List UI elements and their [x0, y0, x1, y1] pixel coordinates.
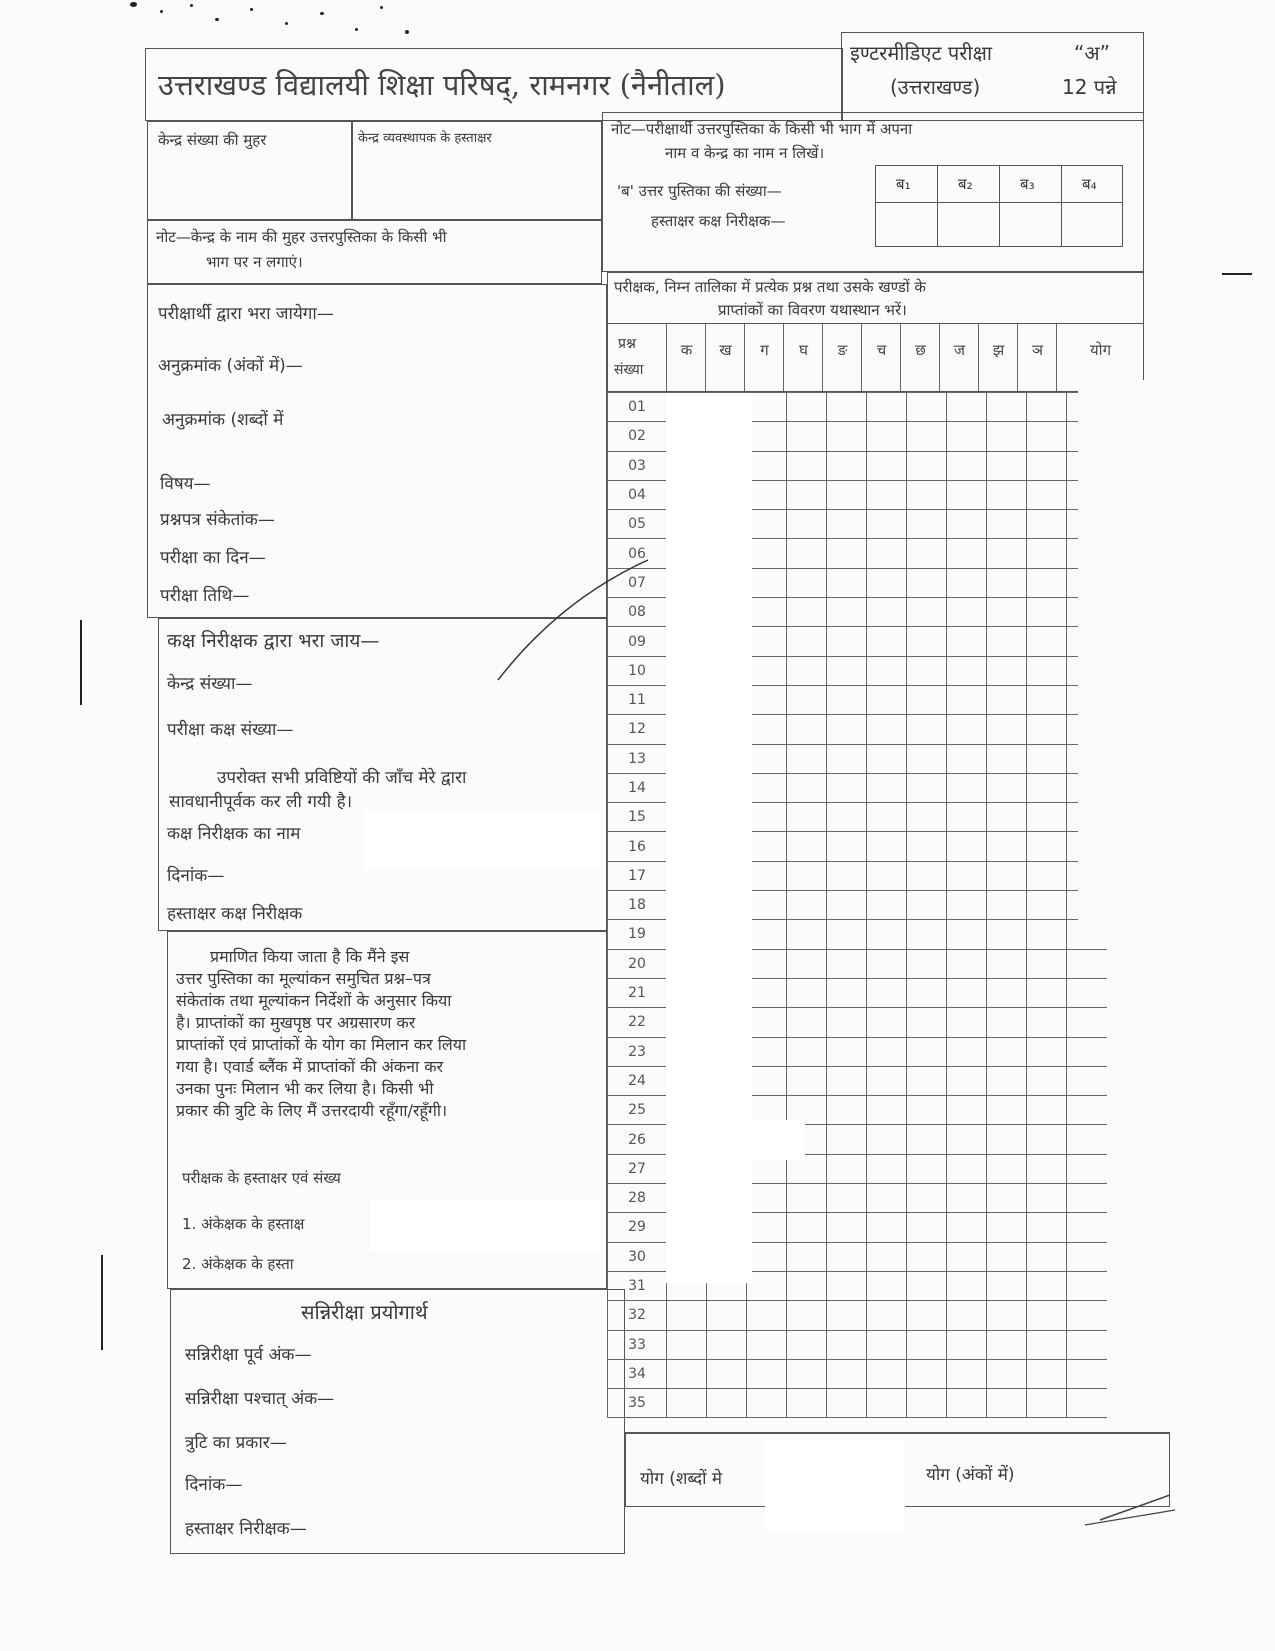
board-title: उत्तराखण्ड विद्यालयी शिक्षा परिषद्, रामनगर (नैनीताल): [158, 68, 726, 102]
certificate-line: प्रमाणित किया जाता है कि मैंने इस: [210, 947, 410, 966]
col-header: ज: [939, 324, 979, 391]
scrutiny-after-field: सन्निरीक्षा पश्चात् अंक—: [185, 1389, 335, 1409]
centre-seal-label: केन्द्र संख्या की मुहर: [158, 131, 267, 149]
question-number: 08: [608, 598, 667, 627]
question-number: 05: [608, 510, 667, 539]
page-count: 12 पन्ने: [1062, 75, 1117, 99]
subject-field: विषय—: [160, 474, 211, 494]
checker1-field: 1. अंकेक्षक के हस्ताक्ष: [182, 1215, 305, 1233]
question-number: 31: [608, 1271, 667, 1300]
question-number: 34: [608, 1359, 667, 1388]
question-number: 20: [608, 949, 667, 978]
question-number: 19: [608, 920, 667, 949]
col-header: क: [666, 324, 706, 391]
candidate-note-line1: नोट—परीक्षार्थी उत्तरपुस्तिका के किसी भी भाग में अपना: [611, 120, 913, 138]
examiner-sign-field: परीक्षक के हस्ताक्षर एवं संख्य: [182, 1169, 341, 1187]
scrutiny-signature-field: हस्ताक्षर निरीक्षक—: [185, 1519, 307, 1539]
question-number: 11: [608, 685, 667, 714]
checker2-field: 2. अंकेक्षक के हस्ता: [182, 1255, 294, 1273]
col-header: ग: [744, 324, 784, 391]
declaration-line1: उपरोक्त सभी प्रविष्टियों की जाँच मेरे द्वारा: [217, 768, 467, 788]
certificate-line: संकेतांक तथा मूल्यांकन निर्देशों के अनुसार किया: [176, 991, 452, 1010]
question-number: 09: [608, 627, 667, 656]
booklet-count-label: 'ब' उत्तर पुस्तिका की संख्या—: [617, 182, 782, 200]
exam-state: (उत्तराखण्ड): [890, 75, 981, 99]
question-number: 28: [608, 1184, 667, 1213]
seal-note-line2: भाग पर न लगाएं।: [206, 253, 303, 271]
col-header: छ: [900, 324, 940, 391]
col-header: च: [861, 324, 901, 391]
certificate-line: प्रकार की त्रुटि के लिए मैं उत्तरदायी रहूँगा/रहूँगी।: [176, 1101, 448, 1120]
invigilator-name-field: कक्ष निरीक्षक का नाम: [167, 824, 301, 844]
col-header: ख: [705, 324, 745, 391]
question-number: 23: [608, 1037, 667, 1066]
question-number: 13: [608, 744, 667, 773]
question-number: 06: [608, 539, 667, 568]
invigilator-date-field: दिनांक—: [167, 866, 225, 886]
roll-number-words: अनुक्रमांक (शब्दों में: [162, 410, 284, 430]
question-number: 18: [608, 891, 667, 920]
certificate-line: उनका पुनः मिलान भी कर लिया है। किसी भी: [176, 1079, 434, 1098]
question-number: 29: [608, 1213, 667, 1242]
invigilator-heading: कक्ष निरीक्षक द्वारा भरा जाय—: [167, 630, 380, 652]
centre-head-signature-label: केन्द्र व्यवस्थापक के हस्ताक्षर: [358, 131, 492, 146]
certificate-line: है। प्राप्तांकों का मुखपृष्ठ पर अग्रसारण कर: [176, 1013, 416, 1032]
total-digits-label: योग (अंकों में): [926, 1465, 1015, 1485]
question-number: 17: [608, 861, 667, 890]
col-header: झ: [978, 324, 1018, 391]
question-number: 16: [608, 832, 667, 861]
declaration-line2: सावधानीपूर्वक कर ली गयी है।: [169, 792, 353, 812]
total-words-label: योग (शब्दों मे: [640, 1469, 723, 1489]
marks-instruction-line1: परीक्षक, निम्न तालिका में प्रत्येक प्रश्न तथा उसके खण्डों के: [614, 278, 926, 296]
error-type-field: त्रुटि का प्रकार—: [185, 1433, 287, 1453]
exam-date-field: परीक्षा तिथि—: [160, 586, 250, 606]
candidate-note-line2: नाम व केन्द्र का नाम न लिखें।: [665, 144, 825, 162]
exam-name: इण्टरमीडिएट परीक्षा: [850, 41, 993, 65]
seal-note-line1: नोट—केन्द्र के नाम की मुहर उत्तरपुस्तिका के किसी भी: [156, 228, 447, 246]
col-header: ङ: [822, 324, 862, 391]
question-number: 21: [608, 978, 667, 1007]
question-number: 25: [608, 1096, 667, 1125]
question-number: 10: [608, 656, 667, 685]
question-number: 30: [608, 1242, 667, 1271]
question-number: 07: [608, 568, 667, 597]
question-number: 24: [608, 1066, 667, 1095]
col-header: घ: [783, 324, 823, 391]
question-number: 04: [608, 480, 667, 509]
certificate-line: गया है। एवार्ड ब्लैंक में प्राप्तांकों की अंकना कर: [176, 1057, 444, 1076]
question-number: 12: [608, 715, 667, 744]
exam-day-field: परीक्षा का दिन—: [160, 548, 266, 568]
roll-number-digits: अनुक्रमांक (अंकों में)—: [158, 356, 303, 376]
question-number: 27: [608, 1154, 667, 1183]
question-number: 35: [608, 1389, 667, 1418]
question-number: 32: [608, 1301, 667, 1330]
question-number: 14: [608, 773, 667, 802]
paper-code-field: प्रश्नपत्र संकेतांक—: [160, 510, 275, 530]
scrutiny-heading: सन्निरीक्षा प्रयोगार्थ: [301, 1300, 428, 1324]
room-number-field: परीक्षा कक्ष संख्या—: [167, 720, 294, 740]
question-number: 02: [608, 422, 667, 451]
question-number: 03: [608, 451, 667, 480]
b4-label: ब₄: [1082, 175, 1097, 193]
question-header-2: संख्या: [614, 362, 644, 378]
total-header: योग: [1056, 324, 1144, 391]
col-header: ञ: [1017, 324, 1057, 391]
question-number: 01: [608, 393, 667, 422]
question-number: 26: [608, 1125, 667, 1154]
certificate-line: उत्तर पुस्तिका का मूल्यांकन समुचित प्रश्न–पत्र: [176, 969, 431, 988]
scrutiny-date-field: दिनांक—: [185, 1475, 243, 1495]
question-number: 15: [608, 803, 667, 832]
b2-label: ब₂: [958, 175, 973, 193]
b3-label: ब₃: [1020, 175, 1035, 193]
question-number: 33: [608, 1330, 667, 1359]
scrutiny-before-field: सन्निरीक्षा पूर्व अंक—: [185, 1345, 312, 1365]
marks-instruction-line2: प्राप्तांकों का विवरण यथास्थान भरें।: [718, 301, 907, 319]
certificate-line: प्राप्तांकों एवं प्राप्तांकों के योग का मिलान कर लिया: [176, 1035, 467, 1054]
question-header-1: प्रश्न: [618, 336, 636, 352]
question-number: 22: [608, 1008, 667, 1037]
invigilator-sign-label: हस्ताक्षर कक्ष निरीक्षक—: [651, 212, 786, 230]
centre-number-field: केन्द्र संख्या—: [167, 674, 253, 694]
b1-label: ब₁: [896, 175, 911, 193]
invigilator-signature-field: हस्ताक्षर कक्ष निरीक्षक: [167, 904, 303, 924]
candidate-heading: परीक्षार्थी द्वारा भरा जायेगा—: [158, 304, 334, 324]
exam-series: “अ”: [1074, 41, 1111, 65]
